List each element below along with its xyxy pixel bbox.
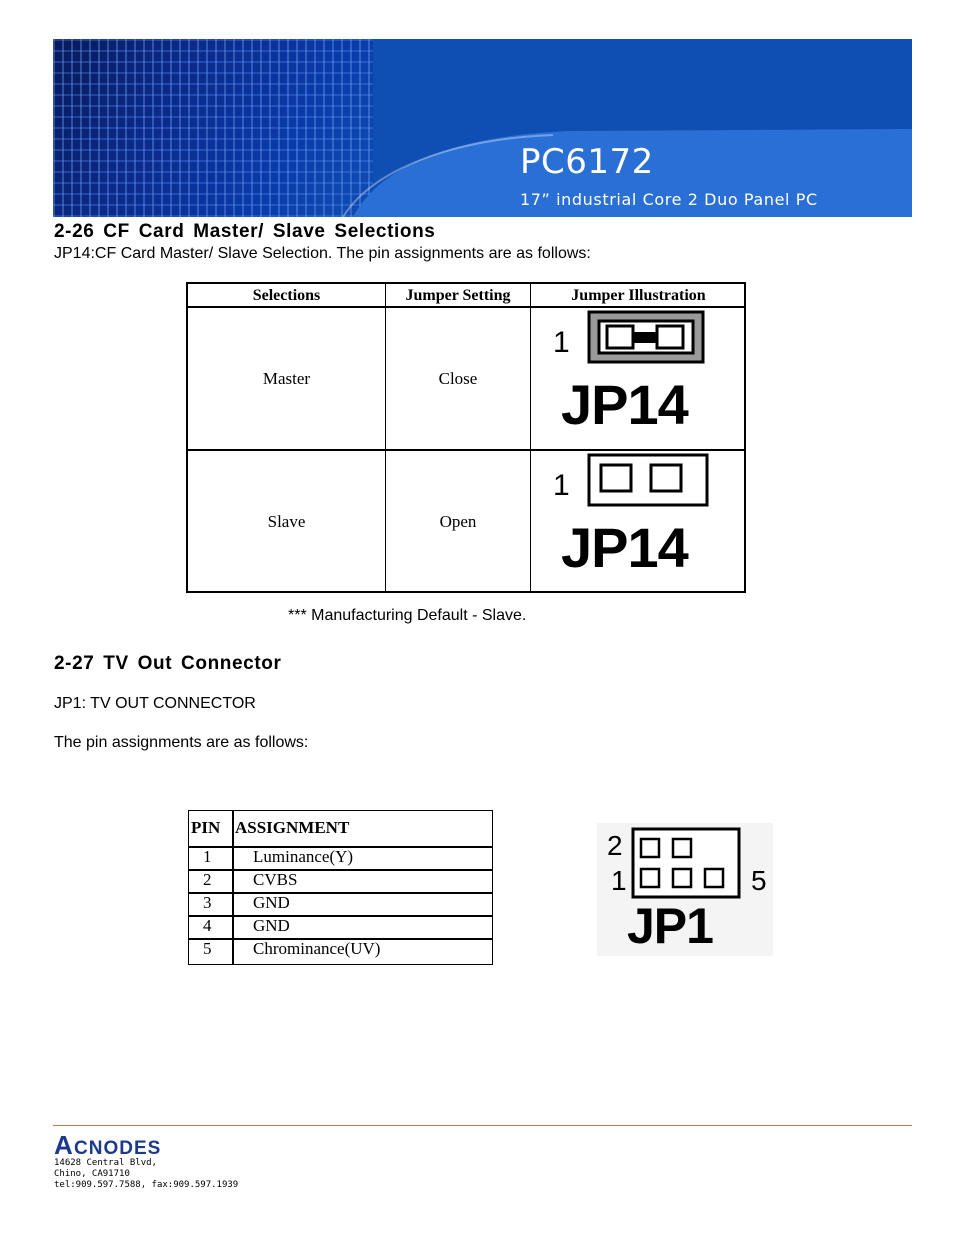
jp14-label: JP14 [561,373,688,436]
pin-assignment-intro: The pin assignments are as follows: [54,734,309,751]
pin-number: 1 [203,847,212,866]
default-note: *** Manufacturing Default - Slave. [288,607,527,624]
setting-open: Open [439,511,477,531]
pin-number: 3 [203,893,212,912]
pin-assignment: GND [253,916,290,935]
col-header-jumper-setting: Jumper Setting [405,286,511,304]
jp1-connector-diagram [597,823,773,956]
svg-text:CNODES: CNODES [74,1138,162,1159]
setting-close: Close [438,368,478,388]
col-header-selections: Selections [252,286,321,304]
pin5-label: 5 [751,865,767,896]
address-line-2: Chino, CA91710 [54,1169,130,1179]
selection-slave: Slave [267,511,306,531]
jp14-open-illustration [531,451,746,592]
jp14-closed-illustration [531,308,746,449]
pin1-label: 1 [611,865,627,896]
section-intro-jp14: JP14:CF Card Master/ Slave Selection. The pin assignments are as follows: [54,245,591,262]
jp14-jumper-table [186,282,746,593]
jp1-label: JP1 [627,898,713,954]
acnodes-logo [54,1131,214,1159]
address-line-3: tel:909.597.7588, fax:909.597.1939 [54,1180,239,1190]
pin-assignment: Chrominance(UV) [253,939,381,958]
jumper-open-icon [587,453,709,507]
pin-number: 2 [203,870,212,889]
header-assignment: ASSIGNMENT [235,818,350,837]
pin-number: 4 [203,916,212,935]
jumper-closed-icon [587,310,707,364]
header-banner [53,39,912,217]
selection-master: Master [262,368,311,388]
footer-divider [53,1125,912,1126]
product-title: PC6172 [520,142,654,182]
pin-assignment: CVBS [253,870,298,889]
pin-assignment: GND [253,893,290,912]
svg-text:A: A [54,1131,74,1159]
header-pin: PIN [191,818,221,837]
pin-assignment: Luminance(Y) [253,847,354,866]
tv-out-connector-line: JP1: TV OUT CONNECTOR [54,695,256,712]
pin-number: 5 [203,939,212,958]
jp14-label: JP14 [561,516,688,579]
col-header-jumper-illustration: Jumper Illustration [571,286,706,304]
section-heading-tv-out: 2-27 TV Out Connector [54,653,282,674]
pin1-label: 1 [553,326,570,359]
product-subtitle: 17” industrial Core 2 Duo Panel PC [520,190,818,209]
address-line-1: 14628 Central Blvd, [54,1158,157,1168]
jp1-pin-table [188,810,493,965]
pin1-label: 1 [553,469,570,502]
connector-pins-icon [631,827,743,901]
pin2-label: 2 [607,830,623,861]
section-heading-cf-card: 2-26 CF Card Master/ Slave Selections [54,221,436,242]
